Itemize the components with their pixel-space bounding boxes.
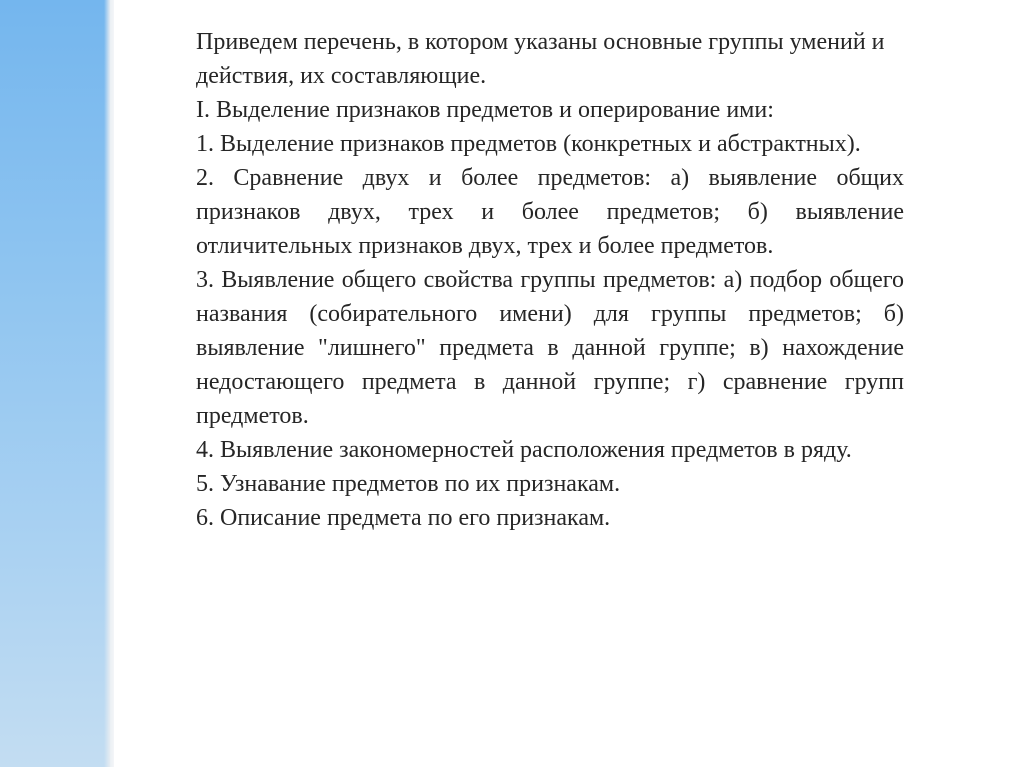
decorative-side-bar [0,0,110,767]
slide-text-block [196,25,904,535]
section-heading: I. Выделение признаков предметов и оперирование ими: [196,97,774,123]
list-item-2: 2. Сравнение двух и более предметов: а) выявление общих признаков двух, трех и более предметов; б) выявление отличительных признаков двух, трех и более предметов. [196,165,904,259]
intro-paragraph: Приведем перечень, в котором указаны основные группы умений и действия, их составляющие. [196,29,885,89]
side-bar-edge [104,0,114,767]
list-item-3: 3. Выявление общего свойства группы предметов: а) подбор общего названия (собирательного имени) для группы предметов; б) выявление "лишнего" предмета в данной группе; в) нахождение недостающего предмета в данной группе; г) сравнение групп предметов. [196,267,904,429]
list-item-1: 1. Выделение признаков предметов (конкретных и абстрактных). [196,131,861,157]
list-item-4: 4. Выявление закономерностей расположения предметов в ряду. [196,437,852,463]
list-item-6: 6. Описание предмета по его признакам. [196,505,611,531]
list-item-5: 5. Узнавание предметов по их признакам. [196,471,621,497]
